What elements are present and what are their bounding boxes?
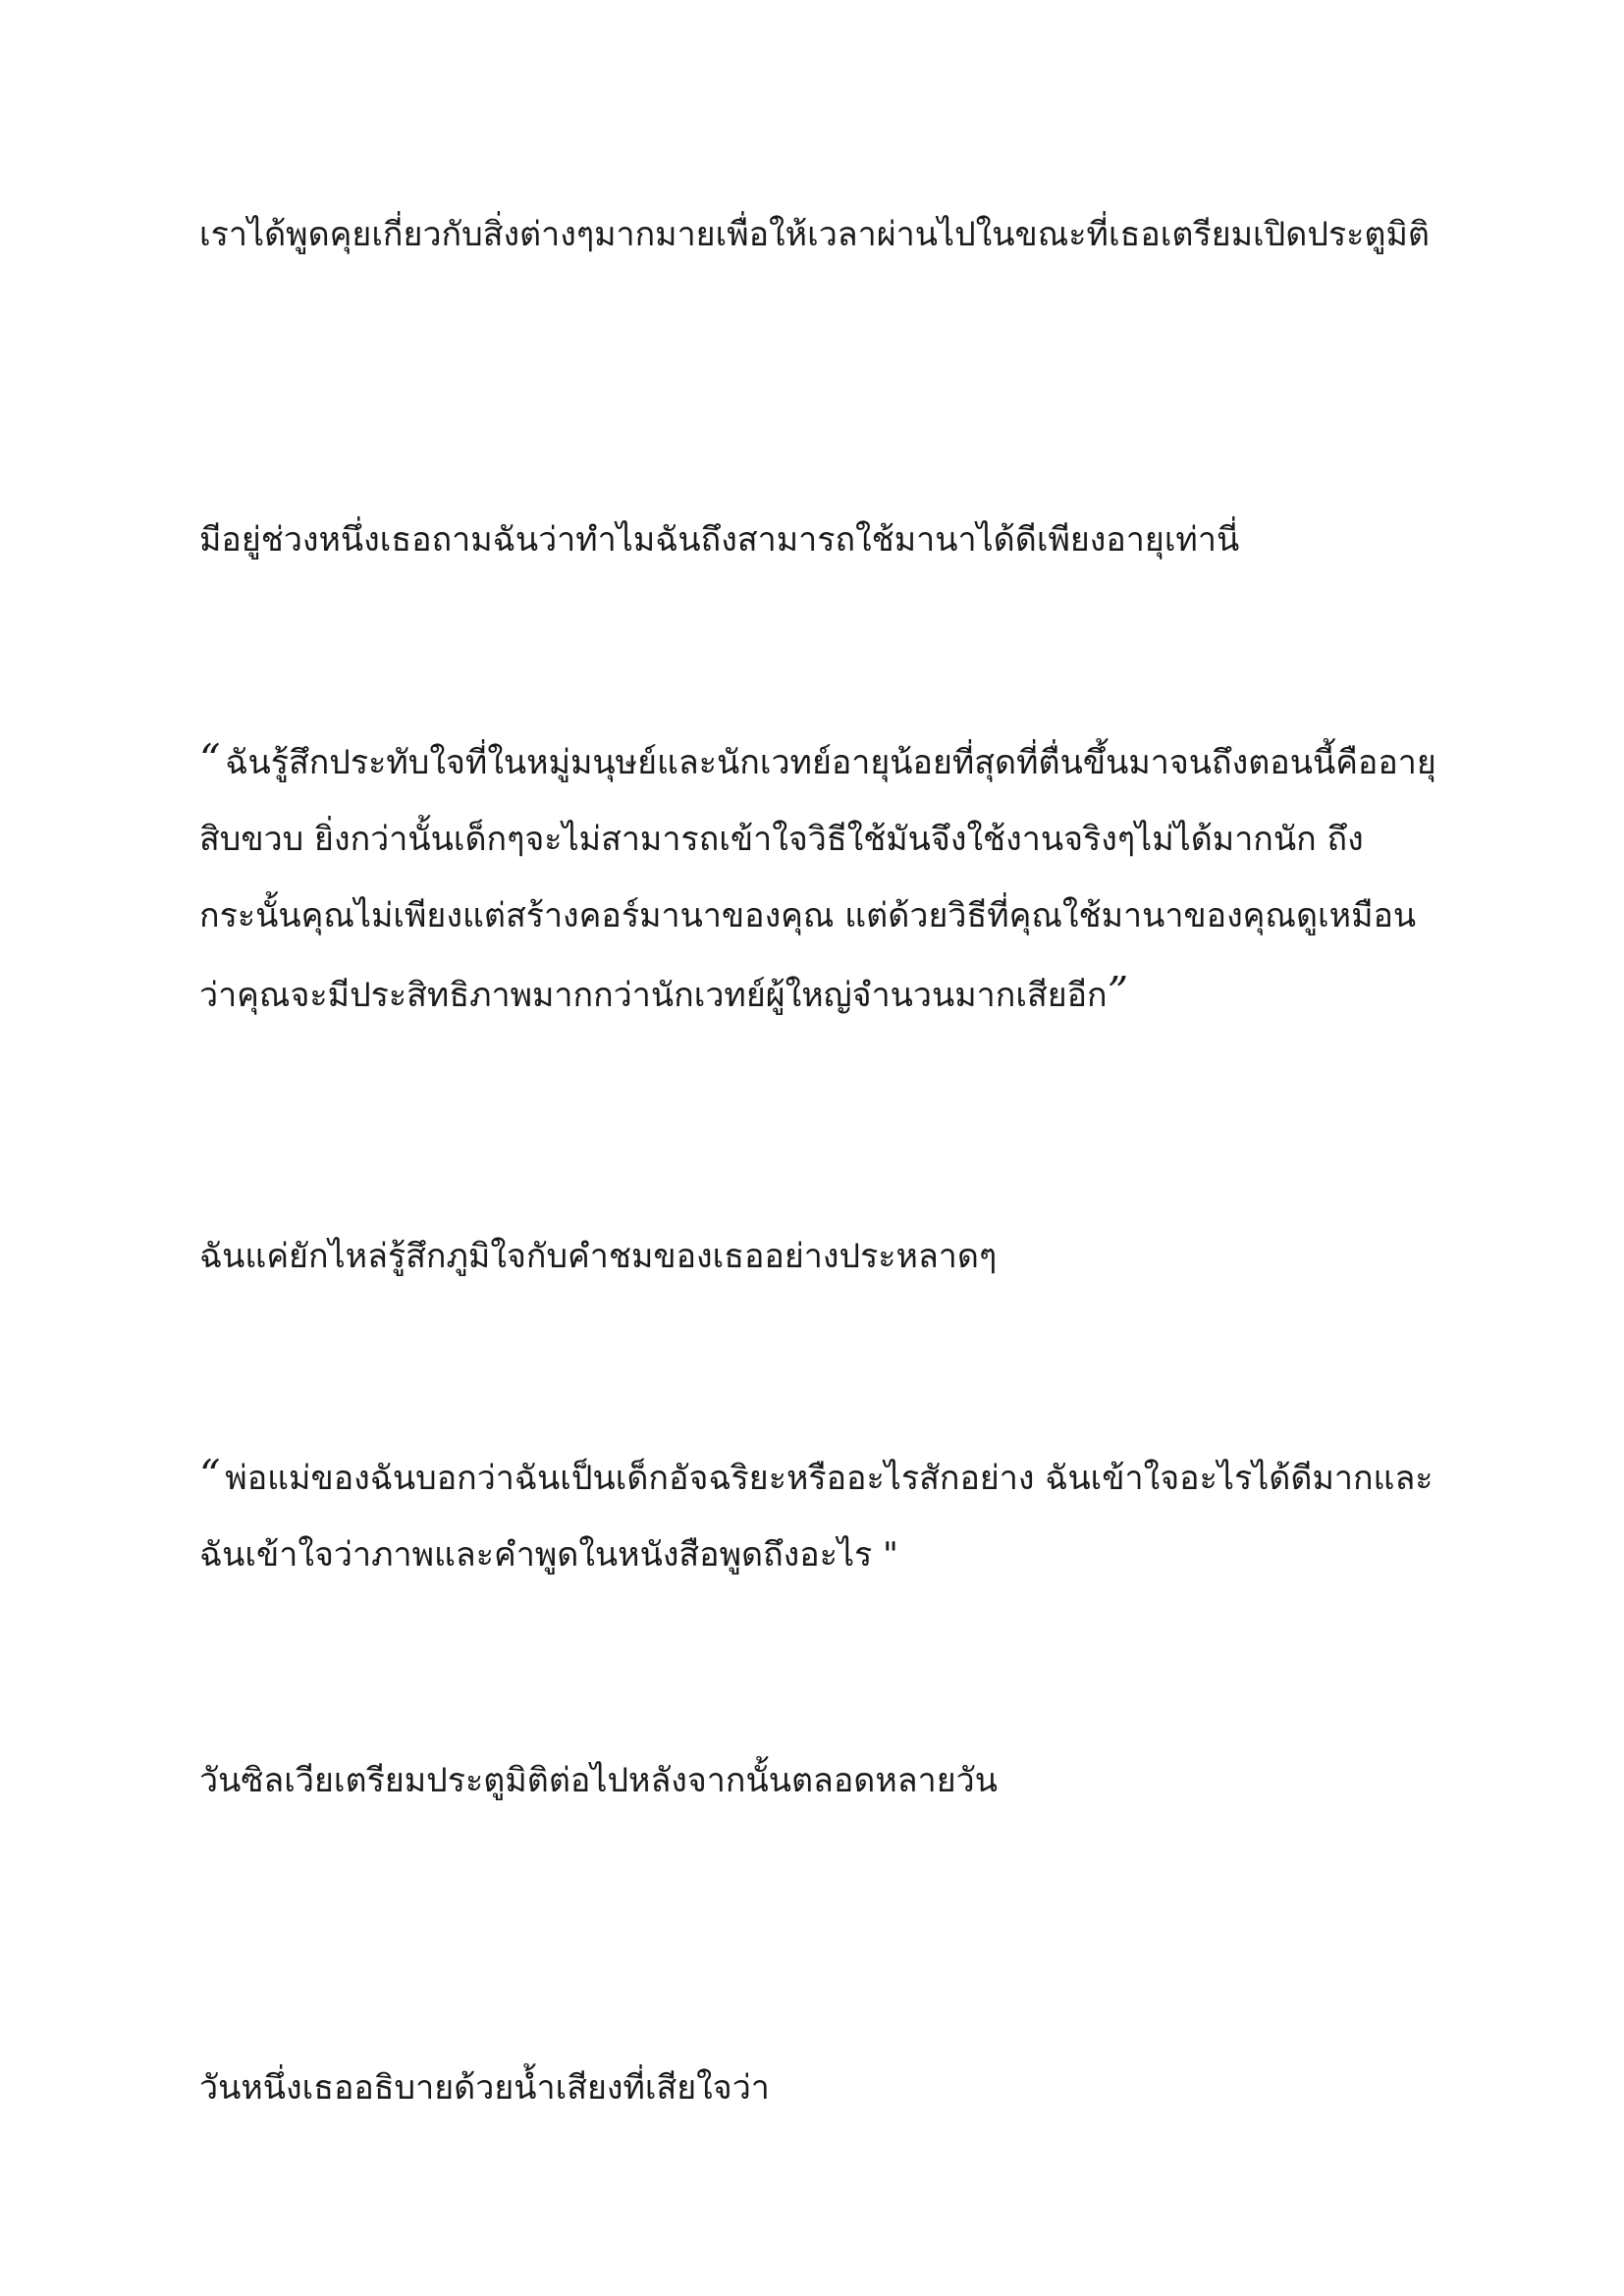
paragraph-7: วันหนึ่งเธออธิบายด้วยน้ำเสียงที่เสียใจว่า bbox=[199, 2068, 770, 2108]
paragraph-3-quote bbox=[199, 721, 1446, 1034]
open-quote-mark: “ bbox=[199, 735, 215, 783]
paragraph-4: ฉันแค่ยักไหล่รู้สึกภูมิใจกับคำชมของเธออย่างประหลาดๆ bbox=[199, 1237, 998, 1276]
paragraph-6: วันซิลเวียเตรียมประตูมิติต่อไปหลังจากนั้นตลอดหลายวัน bbox=[199, 1761, 998, 1800]
open-quote-mark: “ bbox=[199, 1451, 215, 1499]
paragraph-5-quote bbox=[199, 1437, 1446, 1593]
close-quote-mark: ” bbox=[1107, 968, 1123, 1016]
paragraph-1: เราได้พูดคุยเกี่ยวกับสิ่งต่างๆมากมายเพื่อให้เวลาผ่านไปในขณะที่เธอเตรียมเปิดประตูมิติ bbox=[199, 215, 1431, 254]
paragraph-2: มีอยู่ช่วงหนึ่งเธอถามฉันว่าทำไมฉันถึงสามารถใช้มานาได้ดีเพียงอายุเท่านี่ bbox=[199, 520, 1240, 560]
quote-text: ฉันรู้สึกประทับใจที่ในหมู่มนุษย์และนักเวทย์อายุน้อยที่สุดที่ตื่นขึ้นมาจนถึงตอนนี้คืออายุสิบขวบ ยิ่งกว่านั้นเด็กๆจะไม่สามารถเข้าใจวิธีใช้มันจึงใช้งานจริงๆไม่ได้มากนัก ถึงกระนั้นคุณไม่เพียงแต่สร้างคอร์มานาของคุณ แต่ด้วยวิธีที่คุณใช้มานาของคุณดูเหมือนว่าคุณจะมีประสิทธิภาพมากกว่านักเวทย์ผู้ใหญ่จำนวนมากเสียอีก bbox=[199, 743, 1436, 1015]
quote-text: พ่อแม่ของฉันบอกว่าฉันเป็นเด็กอัจฉริยะหรืออะไรสักอย่าง ฉันเข้าใจอะไรได้ดีมากและฉันเข้าใจว่าภาพและคำพูดในหนังสือพูดถึงอะไร " bbox=[199, 1459, 1434, 1575]
